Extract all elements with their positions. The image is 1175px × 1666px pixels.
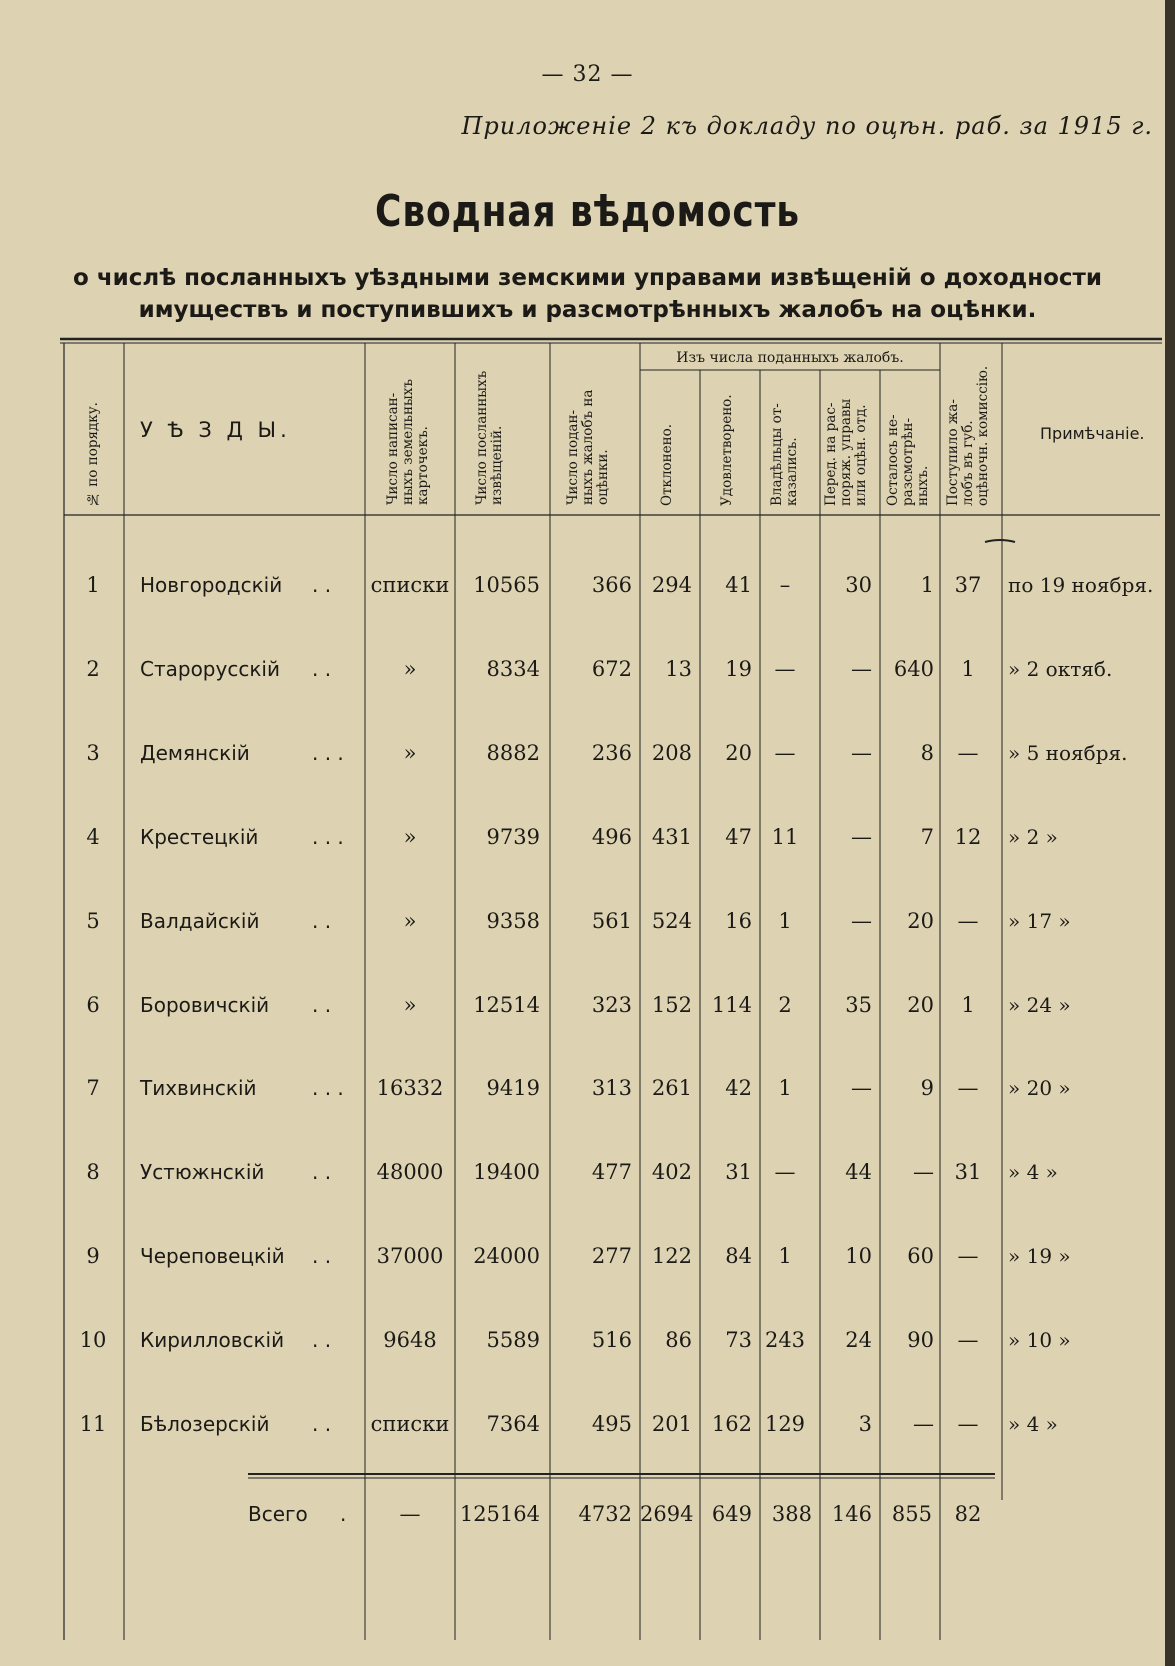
cell-transferred: — [851, 657, 872, 681]
cell-name: Череповецкій [140, 1244, 285, 1268]
cell-dots: . . [312, 1160, 332, 1184]
cell-name: Валдайскій [140, 909, 260, 933]
cell-cards: списки [370, 1412, 450, 1436]
cell-name: Демянскій [140, 741, 250, 765]
cell-remark: » 4 » [1008, 1412, 1058, 1436]
cell-satisfied: 16 [725, 909, 752, 933]
subtitle-line-2: имуществъ и поступившихъ и разсмотрѣнныхъ жалобъ на оцѣнки. [138, 297, 1037, 323]
cell-notices: 9358 [486, 909, 540, 933]
page-title: Сводная вѣдомость [375, 186, 800, 237]
cell-notices: 19400 [473, 1160, 540, 1184]
cell-rejected: 86 [665, 1328, 692, 1352]
cell-satisfied: 20 [725, 741, 752, 765]
cell-remaining: 20 [907, 993, 934, 1017]
header-remaining: Осталось не- разсмотрѣн- ныхъ. [885, 414, 931, 506]
cell-commission: 1 [961, 993, 975, 1017]
cell-satisfied: 162 [711, 1412, 752, 1436]
cell-cards: 37000 [376, 1244, 444, 1268]
cell-complaints: 561 [591, 909, 632, 933]
total-notices: 125164 [459, 1502, 540, 1526]
total-commission: 82 [954, 1502, 982, 1526]
header-satisfied: Удовлетворено. [719, 394, 735, 506]
cell-commission: — [957, 1328, 979, 1352]
total-satisfied: 649 [711, 1502, 752, 1526]
cell-name: Тихвинскій [140, 1076, 257, 1100]
cell-withdrawn: 1 [778, 1244, 792, 1268]
cell-complaints: 477 [591, 1160, 632, 1184]
cell-remaining: 90 [907, 1328, 934, 1352]
cell-commission: — [957, 1076, 979, 1100]
cell-cards: 16332 [376, 1076, 444, 1100]
cell-remaining: 7 [920, 825, 934, 849]
header-remark: Примѣчаніе. [1040, 424, 1145, 443]
cell-rejected: 402 [651, 1160, 692, 1184]
cell-notices: 12514 [473, 993, 540, 1017]
subtitle-line-1: о числѣ посланныхъ уѣздными земскими управами извѣщеній о доходности [73, 265, 1102, 291]
cell-complaints: 277 [591, 1244, 632, 1268]
cell-notices: 5589 [486, 1328, 540, 1352]
cell-cards: 9648 [383, 1328, 437, 1352]
cell-satisfied: 31 [725, 1160, 752, 1184]
cell-notices: 24000 [473, 1244, 540, 1268]
cell-cards: списки [370, 573, 450, 597]
cell-satisfied: 42 [725, 1076, 752, 1100]
cell-name: Новгородскій [140, 573, 283, 597]
cell-rejected: 152 [651, 993, 692, 1017]
cell-n: 3 [86, 741, 100, 765]
cell-name: Бѣлозерскій [140, 1412, 270, 1436]
cell-transferred: — [851, 741, 872, 765]
total-label: Всего [248, 1502, 308, 1526]
cell-n: 7 [86, 1076, 100, 1100]
cell-withdrawn: — [774, 741, 796, 765]
cell-rejected: 201 [651, 1412, 692, 1436]
total-transferred: 146 [831, 1502, 872, 1526]
total-complaints: 4732 [578, 1502, 632, 1526]
cell-withdrawn: 11 [771, 825, 799, 849]
cell-remark: » 24 » [1008, 993, 1071, 1017]
cell-transferred: 24 [845, 1328, 872, 1352]
cell-complaints: 672 [591, 657, 632, 681]
total-cards: — [399, 1502, 421, 1526]
total-rejected: 2694 [640, 1502, 694, 1526]
cell-name: Устюжнскій [140, 1160, 265, 1184]
cell-remark: » 2 » [1008, 825, 1058, 849]
cell-withdrawn: 129 [764, 1412, 806, 1436]
cell-remark: » 20 » [1008, 1076, 1071, 1100]
cell-withdrawn: — [774, 1160, 796, 1184]
cell-withdrawn: 243 [764, 1328, 806, 1352]
cell-remark: » 19 » [1008, 1244, 1071, 1268]
cell-transferred: 3 [858, 1412, 872, 1436]
cell-commission: — [957, 741, 979, 765]
cell-rejected: 294 [651, 573, 692, 597]
cell-transferred: 30 [845, 573, 872, 597]
cell-transferred: — [851, 825, 872, 849]
cell-complaints: 236 [591, 741, 632, 765]
cell-remark: » 4 » [1008, 1160, 1058, 1184]
cell-cards: » [403, 909, 417, 933]
appendix-note: Приложеніе 2 къ докладу по оцѣн. раб. за 1915 г. [461, 112, 1153, 140]
cell-dots: . . [312, 1328, 332, 1352]
cell-transferred: 10 [845, 1244, 872, 1268]
cell-notices: 10565 [473, 573, 540, 597]
cell-complaints: 496 [591, 825, 632, 849]
cell-dots: . . [312, 993, 332, 1017]
cell-remaining: 60 [907, 1244, 934, 1268]
cell-withdrawn: – [779, 573, 791, 597]
cell-commission: 37 [954, 573, 982, 597]
cell-remaining: 1 [920, 573, 934, 597]
header-rejected: Отклонено. [659, 423, 675, 506]
cell-remaining: 640 [893, 657, 934, 681]
cell-name: Кирилловскій [140, 1328, 285, 1352]
cell-notices: 9419 [486, 1076, 540, 1100]
cell-rejected: 431 [651, 825, 692, 849]
cell-transferred: 35 [845, 993, 872, 1017]
cell-notices: 8334 [486, 657, 540, 681]
cell-withdrawn: 1 [778, 909, 792, 933]
cell-remaining: 20 [907, 909, 934, 933]
cell-cards: » [403, 741, 417, 765]
cell-satisfied: 114 [711, 993, 752, 1017]
cell-complaints: 366 [591, 573, 632, 597]
cell-rejected: 208 [651, 741, 692, 765]
header-transferred: Перед. на рас- поряж. управы или оцѣн. отд. [823, 398, 869, 506]
cell-commission: 31 [954, 1160, 982, 1184]
cell-rejected: 261 [651, 1076, 692, 1100]
page-number: — 32 — [541, 62, 634, 87]
header-complaints: Число подан- ныхъ жалобъ на оцѣнки. [565, 389, 611, 505]
cell-remark: » 2 октяб. [1008, 657, 1113, 681]
total-remaining: 855 [891, 1502, 932, 1526]
cell-n: 9 [86, 1244, 100, 1268]
cell-commission: 1 [961, 657, 975, 681]
cell-remark: по 19 ноября. [1008, 573, 1154, 597]
cell-dots: . . [312, 573, 332, 597]
cell-name: Крестецкій [140, 825, 259, 849]
cell-dots: . . [312, 657, 332, 681]
cell-remaining: — [913, 1160, 934, 1184]
cell-n: 8 [86, 1160, 100, 1184]
cell-cards: » [403, 657, 417, 681]
cell-transferred: — [851, 1076, 872, 1100]
header-group-complaints: Изъ числа поданныхъ жалобъ. [676, 350, 904, 366]
header-uezdy: У Ѣ З Д Ы. [140, 418, 291, 442]
cell-notices: 8882 [486, 741, 540, 765]
cell-n: 6 [86, 993, 100, 1017]
header-order: № по порядку. [85, 402, 101, 507]
cell-remark: » 5 ноября. [1008, 741, 1128, 765]
cell-dots: . . [312, 1412, 332, 1436]
cell-n: 10 [79, 1328, 107, 1352]
cell-rejected: 13 [665, 657, 692, 681]
header-notices: Число посланныхъ извѣщеній. [474, 370, 505, 505]
cell-n: 5 [86, 909, 100, 933]
cell-dots: . . [312, 1244, 332, 1268]
cell-complaints: 516 [591, 1328, 632, 1352]
cell-withdrawn: — [774, 657, 796, 681]
cell-transferred: — [851, 909, 872, 933]
cell-cards: 48000 [376, 1160, 444, 1184]
cell-remark: » 17 » [1008, 909, 1071, 933]
header-withdrawn: Владѣльцы от- казались. [769, 403, 800, 506]
cell-satisfied: 47 [725, 825, 752, 849]
cell-satisfied: 41 [725, 573, 752, 597]
cell-remark: » 10 » [1008, 1328, 1071, 1352]
header-cards: Число написан- ныхъ земельныхъ карточекъ. [385, 379, 431, 505]
cell-n: 2 [86, 657, 100, 681]
cell-n: 4 [86, 825, 100, 849]
cell-remaining: 8 [920, 741, 934, 765]
cell-notices: 7364 [486, 1412, 540, 1436]
cell-dots: . . . [312, 741, 344, 765]
cell-name: Старорусскій [140, 657, 280, 681]
cell-transferred: 44 [845, 1160, 872, 1184]
cell-commission: — [957, 909, 979, 933]
cell-satisfied: 84 [725, 1244, 752, 1268]
cell-n: 1 [86, 573, 100, 597]
cell-n: 11 [79, 1412, 107, 1436]
cell-dots: . . . [312, 825, 344, 849]
total-dots: . [340, 1502, 347, 1526]
cell-name: Боровичскій [140, 993, 270, 1017]
cell-commission: — [957, 1244, 979, 1268]
cell-remaining: — [913, 1412, 934, 1436]
cell-commission: — [957, 1412, 979, 1436]
cell-complaints: 323 [591, 993, 632, 1017]
total-withdrawn: 388 [771, 1502, 812, 1526]
cell-dots: . . [312, 909, 332, 933]
cell-complaints: 495 [591, 1412, 632, 1436]
cell-withdrawn: 2 [778, 993, 792, 1017]
cell-cards: » [403, 993, 417, 1017]
cell-commission: 12 [954, 825, 982, 849]
cell-rejected: 524 [651, 909, 692, 933]
cell-dots: . . . [312, 1076, 344, 1100]
cell-complaints: 313 [591, 1076, 632, 1100]
cell-notices: 9739 [486, 825, 540, 849]
cell-satisfied: 73 [725, 1328, 752, 1352]
cell-withdrawn: 1 [778, 1076, 792, 1100]
cell-satisfied: 19 [725, 657, 752, 681]
cell-remaining: 9 [920, 1076, 934, 1100]
cell-cards: » [403, 825, 417, 849]
header-commission: Поступило жа- лобъ въ губ. оцѣночн. комиссію. [945, 365, 991, 506]
cell-rejected: 122 [651, 1244, 692, 1268]
